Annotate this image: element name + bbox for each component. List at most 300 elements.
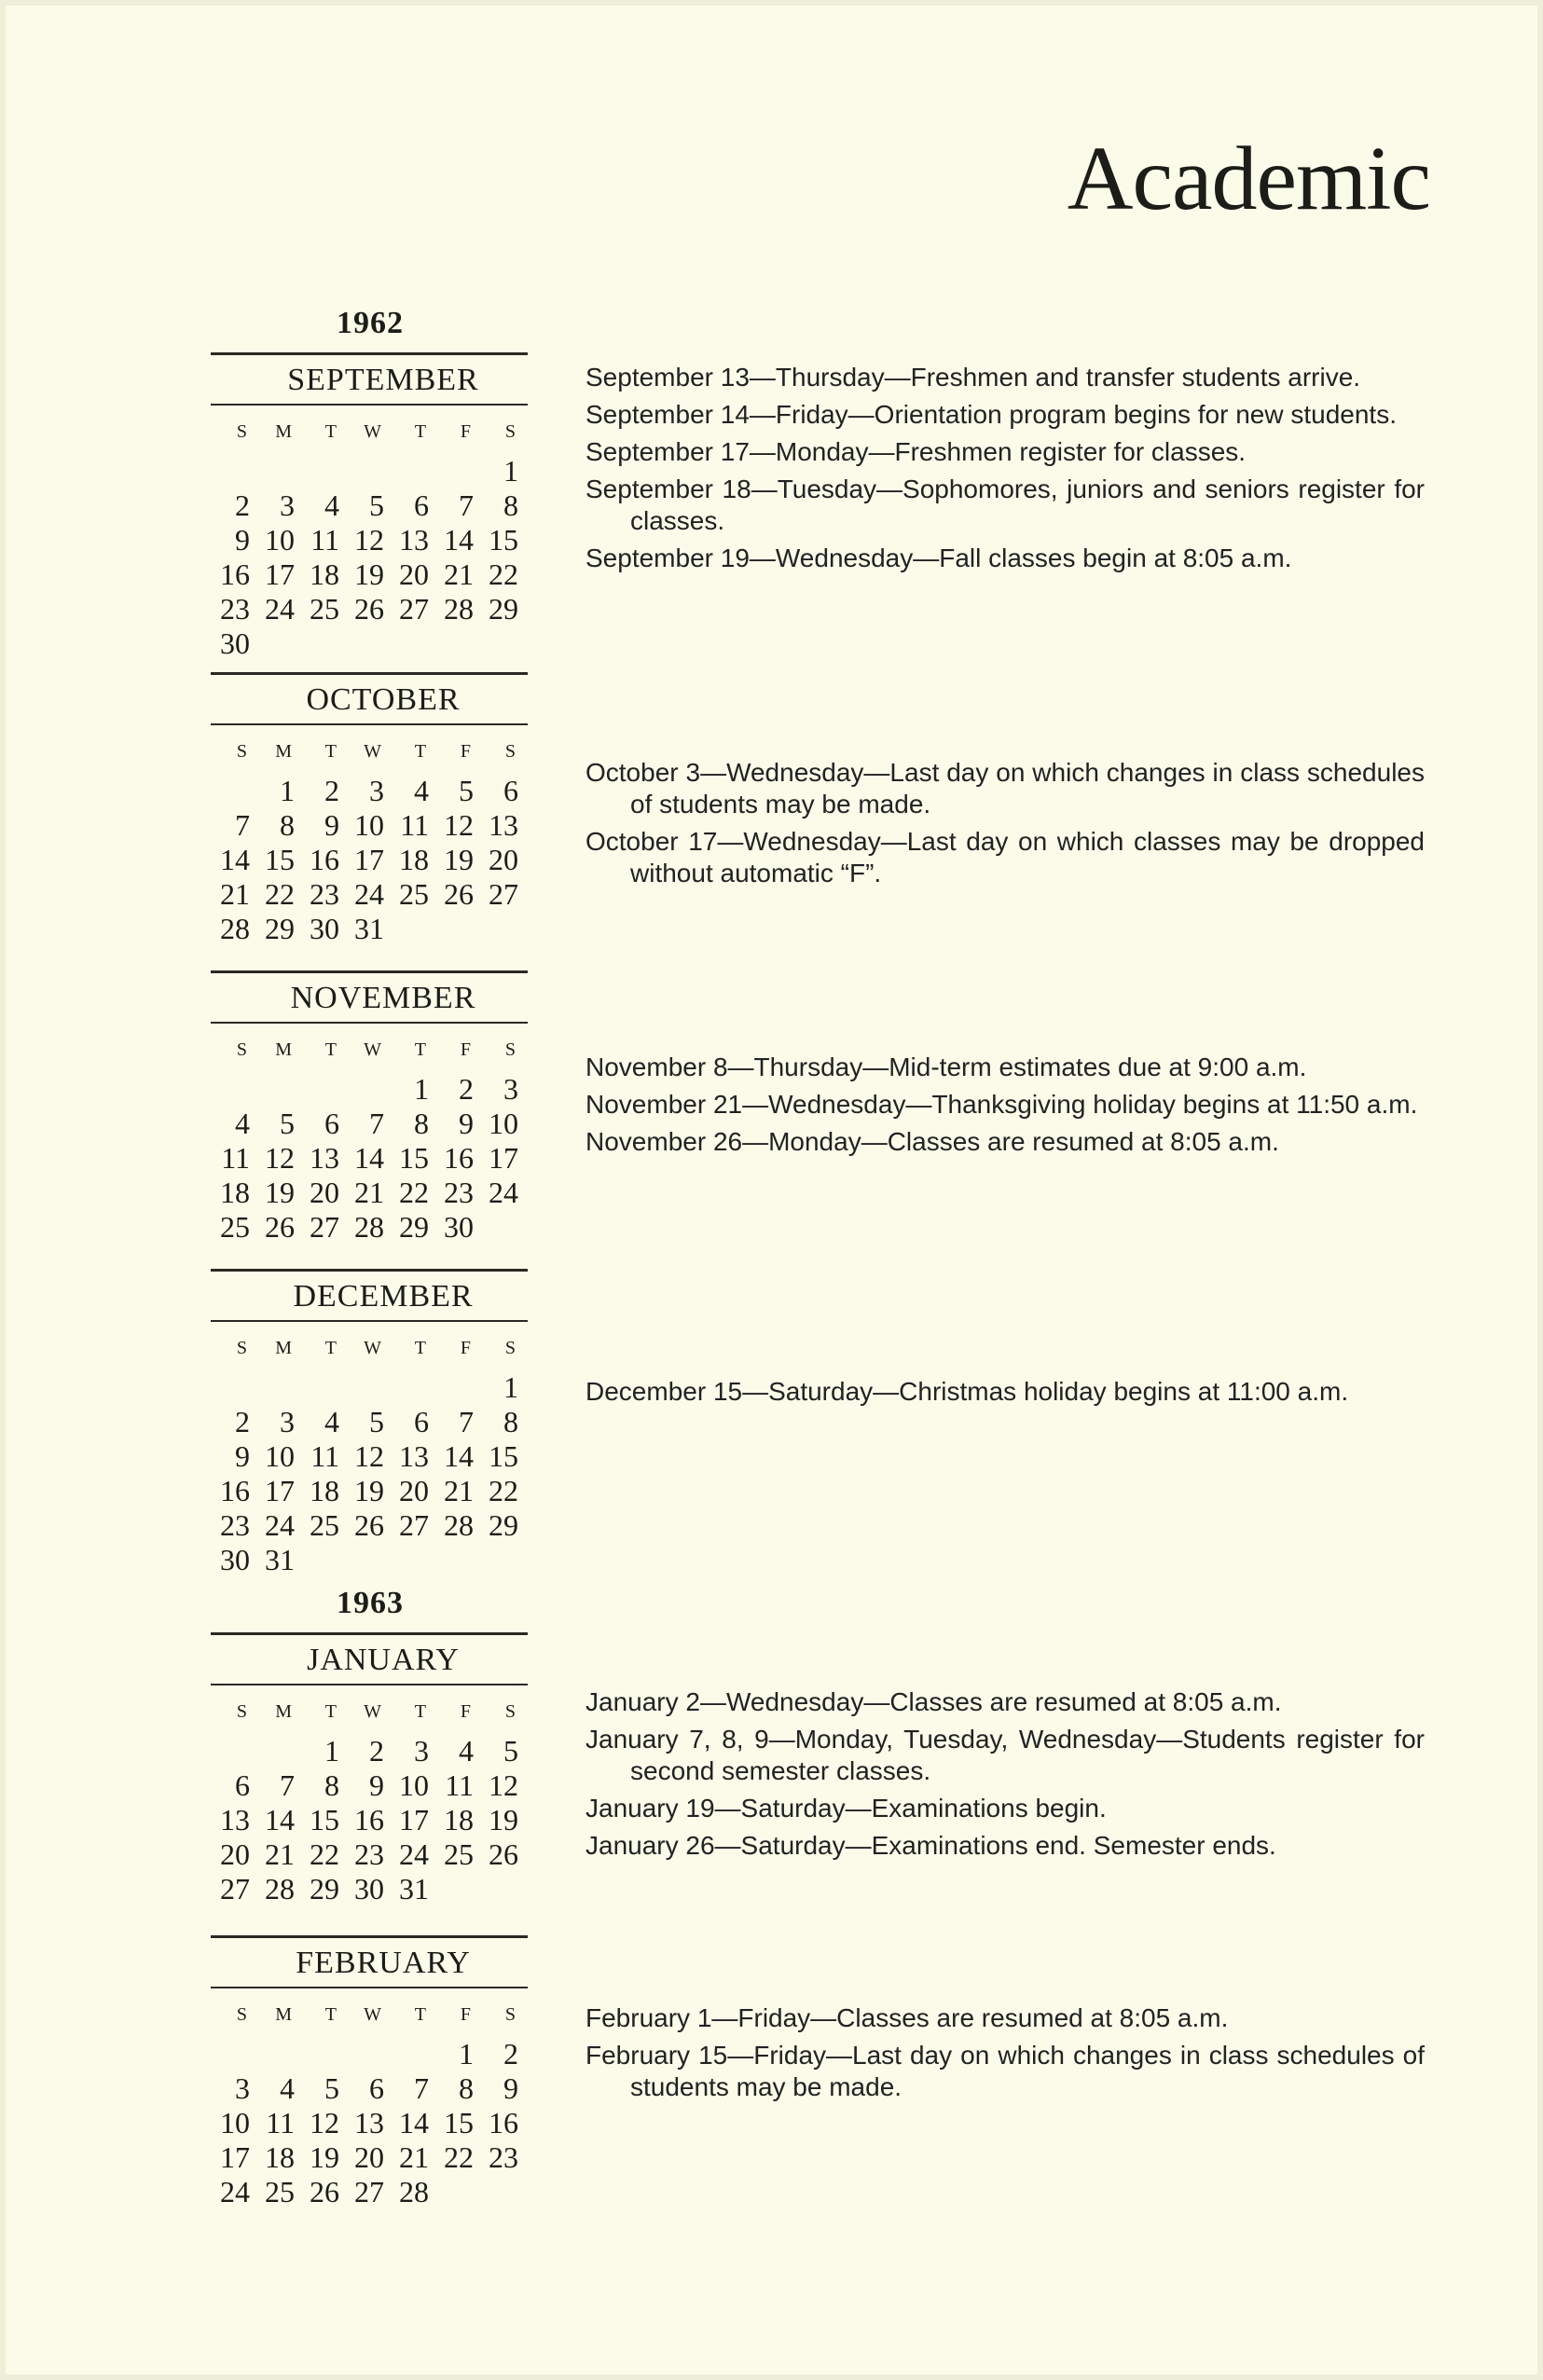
calendar-day (390, 1543, 434, 1577)
calendar-event: January 7, 8, 9—Monday, Tuesday, Wednesday—Students register for second semester classes. (586, 1725, 1425, 1785)
calendar-day: 26 (354, 592, 384, 626)
calendar-day: 14 (399, 2106, 429, 2139)
calendar-day: 14 (265, 1803, 295, 1837)
calendar-rule (211, 1022, 528, 1024)
calendar-day: 20 (489, 843, 518, 876)
weekday-header: W (364, 2004, 382, 2025)
calendar-day: 29 (399, 1210, 429, 1244)
calendar-rule (211, 1632, 528, 1635)
calendar-day: 17 (220, 2140, 250, 2174)
calendar-event: January 26—Saturday—Examinations end. Semester ends. (586, 1831, 1276, 1860)
calendar-day: 6 (369, 2071, 384, 2105)
calendar-day: 21 (220, 877, 250, 911)
calendar-day: 18 (265, 2140, 295, 2174)
event-list (586, 1376, 1425, 1413)
calendar-day: 24 (399, 1837, 429, 1871)
calendar-day: 17 (354, 843, 384, 876)
calendar-day: 21 (354, 1176, 384, 1209)
calendar-day: 25 (220, 1210, 250, 1244)
calendar-day: 20 (310, 1176, 339, 1209)
calendar-day: 9 (235, 523, 250, 557)
calendar-day: 6 (235, 1768, 250, 1802)
calendar-day: 13 (489, 808, 518, 842)
month-name: SEPTEMBER (287, 363, 479, 397)
calendar-day: 13 (399, 1439, 429, 1473)
calendar-day: 6 (414, 1405, 429, 1438)
calendar-day: 6 (324, 1107, 339, 1140)
calendar-day: 19 (354, 557, 384, 591)
calendar-day: 8 (503, 1405, 518, 1438)
event-list (586, 2002, 1425, 2109)
calendar-day (255, 1072, 300, 1107)
calendar-day: 22 (489, 1474, 518, 1507)
calendar-day (300, 2037, 345, 2071)
calendar-day: 3 (280, 1405, 295, 1438)
calendar-day: 1 (503, 1370, 518, 1404)
weekday-header: M (275, 2004, 293, 2025)
calendar-event: September 14—Friday—Orientation program begins for new students. (586, 400, 1397, 429)
calendar-day (434, 454, 479, 488)
calendar-day: 31 (354, 912, 384, 945)
calendar-event: September 19—Wednesday—Fall classes begin at 8:05 a.m. (586, 543, 1292, 572)
calendar-day: 4 (235, 1107, 250, 1140)
calendar-day: 30 (220, 1543, 250, 1576)
month-name: JANUARY (307, 1643, 460, 1677)
calendar-event: December 15—Saturday—Christmas holiday begins at 11:00 a.m. (586, 1377, 1349, 1406)
weekday-header: W (364, 741, 382, 762)
calendar-day: 5 (280, 1107, 295, 1140)
calendar-day: 19 (489, 1803, 518, 1837)
calendar-day: 2 (235, 488, 250, 522)
calendar-day: 25 (444, 1837, 474, 1871)
weekday-header: W (364, 1701, 382, 1722)
calendar-day: 11 (266, 2106, 295, 2139)
calendar-event: October 3—Wednesday—Last day on which changes in class schedules of students may be made. (586, 758, 1425, 819)
calendar-event: January 2—Wednesday—Classes are resumed at 8:05 a.m. (586, 1687, 1282, 1716)
calendar-day (300, 1543, 345, 1577)
year-label-1963: 1963 (337, 1586, 404, 1620)
calendar-day: 29 (310, 1872, 339, 1905)
calendar-day: 4 (459, 1734, 474, 1768)
calendar-rule (211, 352, 528, 355)
calendar-day: 18 (220, 1176, 250, 1209)
calendar-day: 12 (444, 808, 474, 842)
calendar-day (479, 1872, 524, 1906)
calendar-rule (211, 723, 528, 725)
calendar-day: 16 (354, 1803, 384, 1837)
calendar-day: 11 (400, 808, 429, 842)
calendar-day: 18 (399, 843, 429, 876)
calendar-day: 15 (265, 843, 295, 876)
calendar-day: 31 (265, 1543, 295, 1576)
calendar-day: 13 (310, 1141, 339, 1175)
calendar-day (255, 454, 300, 488)
calendar-event: September 17—Monday—Freshmen register for classes. (586, 437, 1247, 466)
weekday-header: S (236, 2004, 248, 2025)
calendar-day: 20 (354, 2140, 384, 2174)
weekday-header: F (460, 421, 472, 442)
calendar-event: October 17—Wednesday—Last day on which classes may be dropped without automatic “F”. (586, 827, 1425, 887)
calendar-day: 19 (310, 2140, 339, 2174)
weekday-header: W (364, 1039, 382, 1060)
calendar-day: 21 (444, 557, 474, 591)
month-calendar (211, 1632, 528, 1906)
calendar-day: 5 (503, 1734, 518, 1768)
weekday-header: T (414, 1039, 427, 1060)
calendar-day (479, 1543, 524, 1577)
calendar-day: 23 (444, 1176, 474, 1209)
calendar-day (300, 1370, 345, 1405)
calendar-day: 6 (503, 774, 518, 807)
calendar-day: 9 (324, 808, 339, 842)
calendar-day (255, 1734, 300, 1768)
calendar-grid (211, 419, 528, 661)
calendar-day: 24 (265, 592, 295, 626)
calendar-day (211, 2037, 255, 2071)
calendar-rule (211, 1987, 528, 1988)
calendar-day: 8 (280, 808, 295, 842)
calendar-day: 15 (489, 523, 518, 557)
calendar-day: 30 (310, 912, 339, 945)
calendar-day: 8 (414, 1107, 429, 1140)
calendar-day: 24 (354, 877, 384, 911)
calendar-day: 5 (369, 1405, 384, 1438)
weekday-header: M (275, 741, 293, 762)
calendar-day: 10 (489, 1107, 518, 1140)
calendar-event: November 26—Monday—Classes are resumed at 8:05 a.m. (586, 1127, 1279, 1156)
weekday-header: T (324, 741, 338, 762)
calendar-day (479, 1210, 524, 1245)
calendar-day (211, 1734, 255, 1768)
calendar-event: September 18—Tuesday—Sophomores, juniors and seniors register for classes. (586, 475, 1425, 535)
month-calendar (211, 352, 528, 661)
calendar-day: 21 (399, 2140, 429, 2174)
page-title: Academic (1067, 129, 1430, 229)
calendar-day (345, 1543, 390, 1577)
calendar-day: 11 (445, 1768, 474, 1802)
calendar-day: 13 (399, 523, 429, 557)
event-list (586, 1052, 1425, 1163)
weekday-header: S (504, 741, 517, 762)
weekday-header: T (414, 1338, 427, 1358)
calendar-day: 17 (489, 1141, 518, 1175)
calendar-day: 9 (503, 2071, 518, 2105)
calendar-day: 9 (459, 1107, 474, 1140)
calendar-day (255, 2037, 300, 2071)
calendar-event: November 21—Wednesday—Thanksgiving holiday begins at 11:50 a.m. (586, 1090, 1418, 1119)
month-calendar (211, 1269, 528, 1577)
month-name: OCTOBER (306, 682, 461, 717)
calendar-rule (211, 404, 528, 406)
calendar-day: 16 (220, 557, 250, 591)
calendar-rule (211, 1684, 528, 1685)
calendar-grid (211, 1699, 528, 1906)
calendar-day: 21 (444, 1474, 474, 1507)
calendar-event: September 13—Thursday—Freshmen and transfer students arrive. (586, 363, 1361, 392)
weekday-header: F (460, 2004, 472, 2025)
event-list (586, 362, 1425, 580)
calendar-grid (211, 2002, 528, 2209)
calendar-day: 12 (354, 1439, 384, 1473)
weekday-header: S (504, 2004, 517, 2025)
calendar-day: 23 (220, 1508, 250, 1542)
calendar-day: 4 (414, 774, 429, 807)
calendar-day: 23 (310, 877, 339, 911)
calendar-rule (211, 1935, 528, 1938)
calendar-day: 17 (399, 1803, 429, 1837)
calendar-rule (211, 1320, 528, 1322)
weekday-header: T (414, 2004, 427, 2025)
calendar-day (300, 1072, 345, 1107)
calendar-day (345, 2037, 390, 2071)
calendar-day: 27 (489, 877, 518, 911)
calendar-rule (211, 672, 528, 675)
calendar-day: 28 (444, 592, 474, 626)
calendar-day (300, 626, 345, 661)
calendar-day: 15 (489, 1439, 518, 1473)
calendar-day: 3 (280, 488, 295, 522)
calendar-day (479, 626, 524, 661)
weekday-header: T (414, 741, 427, 762)
calendar-day: 27 (399, 592, 429, 626)
calendar-day (390, 454, 434, 488)
calendar-day: 20 (399, 1474, 429, 1507)
weekday-header: S (236, 1701, 248, 1722)
calendar-day: 2 (503, 2037, 518, 2070)
weekday-header: M (275, 421, 293, 442)
calendar-day: 18 (310, 557, 339, 591)
calendar-day: 12 (310, 2106, 339, 2139)
calendar-day: 15 (399, 1141, 429, 1175)
month-name: NOVEMBER (290, 981, 476, 1015)
calendar-day: 8 (459, 2071, 474, 2105)
calendar-day: 27 (310, 1210, 339, 1244)
calendar-day: 3 (414, 1734, 429, 1768)
calendar-day (255, 1370, 300, 1405)
calendar-event: February 15—Friday—Last day on which changes in class schedules of students may be made. (586, 2041, 1425, 2101)
calendar-day: 11 (310, 1439, 339, 1473)
calendar-day: 2 (235, 1405, 250, 1438)
calendar-day: 26 (354, 1508, 384, 1542)
calendar-day (345, 1072, 390, 1107)
calendar-day: 28 (399, 2175, 429, 2208)
calendar-day (211, 1072, 255, 1107)
weekday-header: T (324, 1039, 338, 1060)
calendar-day: 7 (369, 1107, 384, 1140)
weekday-header: T (414, 1701, 427, 1722)
calendar-event: January 19—Saturday—Examinations begin. (586, 1794, 1107, 1823)
calendar-day (434, 2175, 479, 2209)
weekday-header: S (504, 1039, 517, 1060)
calendar-day: 2 (459, 1072, 474, 1106)
calendar-rule (211, 1269, 528, 1272)
calendar-day (300, 454, 345, 488)
calendar-day: 5 (459, 774, 474, 807)
calendar-day: 3 (235, 2071, 250, 2105)
calendar-grid (211, 1037, 528, 1245)
calendar-day: 20 (399, 557, 429, 591)
calendar-day: 15 (310, 1803, 339, 1837)
calendar-day: 12 (489, 1768, 518, 1802)
calendar-day: 16 (444, 1141, 474, 1175)
calendar-day (255, 626, 300, 661)
calendar-day: 26 (310, 2175, 339, 2208)
year-label-1962: 1962 (337, 306, 404, 340)
calendar-day: 22 (310, 1837, 339, 1871)
calendar-day: 10 (265, 523, 295, 557)
calendar-day: 6 (414, 488, 429, 522)
calendar-day: 24 (489, 1176, 518, 1209)
calendar-day: 8 (503, 488, 518, 522)
calendar-day: 15 (444, 2106, 474, 2139)
calendar-day: 4 (324, 1405, 339, 1438)
calendar-day: 26 (489, 1837, 518, 1871)
calendar-day: 14 (444, 523, 474, 557)
calendar-day (390, 1370, 434, 1405)
weekday-header: S (236, 741, 248, 762)
calendar-day: 28 (444, 1508, 474, 1542)
calendar-day: 14 (354, 1141, 384, 1175)
calendar-day: 28 (265, 1872, 295, 1905)
calendar-day: 27 (354, 2175, 384, 2208)
calendar-day: 19 (444, 843, 474, 876)
calendar-day: 28 (354, 1210, 384, 1244)
calendar-day: 24 (265, 1508, 295, 1542)
weekday-header: T (324, 1701, 338, 1722)
weekday-header: M (275, 1701, 293, 1722)
calendar-event: February 1—Friday—Classes are resumed at 8:05 a.m. (586, 2003, 1229, 2032)
calendar-day (211, 774, 255, 808)
event-list (586, 757, 1425, 895)
calendar-day: 2 (369, 1734, 384, 1768)
calendar-day: 2 (324, 774, 339, 807)
calendar-day (345, 1370, 390, 1405)
weekday-header: W (364, 1338, 382, 1358)
weekday-header: F (460, 1338, 472, 1358)
calendar-day (434, 1370, 479, 1405)
weekday-header: S (504, 421, 517, 442)
calendar-day: 30 (220, 626, 250, 660)
weekday-header: S (236, 1039, 248, 1060)
calendar-day: 23 (220, 592, 250, 626)
calendar-day: 31 (399, 1872, 429, 1905)
month-name: FEBRUARY (296, 1946, 471, 1980)
calendar-day: 22 (265, 877, 295, 911)
calendar-day: 24 (220, 2175, 250, 2208)
calendar-day (345, 454, 390, 488)
weekday-header: T (324, 2004, 338, 2025)
calendar-day: 1 (414, 1072, 429, 1106)
calendar-day: 20 (220, 1837, 250, 1871)
calendar-day: 11 (221, 1141, 250, 1175)
calendar-day: 26 (265, 1210, 295, 1244)
calendar-day: 5 (369, 488, 384, 522)
calendar-rule (211, 970, 528, 973)
weekday-header: S (504, 1701, 517, 1722)
calendar-day: 1 (280, 774, 295, 807)
calendar-day: 26 (444, 877, 474, 911)
calendar-grid (211, 738, 528, 946)
calendar-day: 4 (324, 488, 339, 522)
month-calendar (211, 970, 528, 1245)
calendar-day: 14 (444, 1439, 474, 1473)
calendar-day: 12 (265, 1141, 295, 1175)
calendar-day: 27 (399, 1508, 429, 1542)
calendar-day: 29 (265, 912, 295, 945)
weekday-header: S (236, 1338, 248, 1358)
calendar-day: 7 (414, 2071, 429, 2105)
calendar-day: 23 (489, 2140, 518, 2174)
calendar-day: 1 (324, 1734, 339, 1768)
calendar-day: 25 (399, 877, 429, 911)
calendar-day: 13 (354, 2106, 384, 2139)
calendar-day: 22 (444, 2140, 474, 2174)
calendar-day: 18 (444, 1803, 474, 1837)
calendar-day: 5 (324, 2071, 339, 2105)
weekday-header: T (324, 1338, 338, 1358)
calendar-day: 10 (354, 808, 384, 842)
calendar-day: 21 (265, 1837, 295, 1871)
weekday-header: M (275, 1338, 293, 1358)
calendar-day: 12 (354, 523, 384, 557)
weekday-header: F (460, 1039, 472, 1060)
weekday-header: W (364, 421, 382, 442)
calendar-day: 19 (354, 1474, 384, 1507)
calendar-day (211, 1370, 255, 1405)
calendar-day: 30 (354, 1872, 384, 1905)
calendar-day: 7 (459, 1405, 474, 1438)
calendar-day (434, 1543, 479, 1577)
calendar-day: 25 (310, 592, 339, 626)
weekday-header: M (275, 1039, 293, 1060)
calendar-day: 29 (489, 1508, 518, 1542)
event-list (586, 1686, 1425, 1867)
weekday-header: T (414, 421, 427, 442)
weekday-header: T (324, 421, 338, 442)
month-name: DECEMBER (293, 1279, 474, 1314)
calendar-day: 17 (265, 557, 295, 591)
calendar-day (479, 912, 524, 946)
calendar-day (434, 626, 479, 661)
calendar-day: 23 (354, 1837, 384, 1871)
calendar-day: 9 (235, 1439, 250, 1473)
calendar-day: 7 (235, 808, 250, 842)
calendar-day: 25 (265, 2175, 295, 2208)
calendar-day: 25 (310, 1508, 339, 1542)
calendar-day: 8 (324, 1768, 339, 1802)
weekday-header: S (504, 1338, 517, 1358)
calendar-day: 28 (220, 912, 250, 945)
calendar-day (390, 626, 434, 661)
calendar-grid (211, 1335, 528, 1577)
calendar-day: 16 (310, 843, 339, 876)
weekday-header: F (460, 741, 472, 762)
month-calendar (211, 672, 528, 946)
calendar-day: 16 (220, 1474, 250, 1507)
calendar-day: 7 (459, 488, 474, 522)
calendar-day: 16 (489, 2106, 518, 2139)
calendar-day: 9 (369, 1768, 384, 1802)
calendar-day (211, 454, 255, 488)
calendar-day: 30 (444, 1210, 474, 1244)
calendar-day: 10 (220, 2106, 250, 2139)
calendar-day: 10 (265, 1439, 295, 1473)
weekday-header: F (460, 1701, 472, 1722)
calendar-day (390, 912, 434, 946)
month-calendar (211, 1935, 528, 2209)
calendar-day: 7 (280, 1768, 295, 1802)
calendar-day (434, 1872, 479, 1906)
